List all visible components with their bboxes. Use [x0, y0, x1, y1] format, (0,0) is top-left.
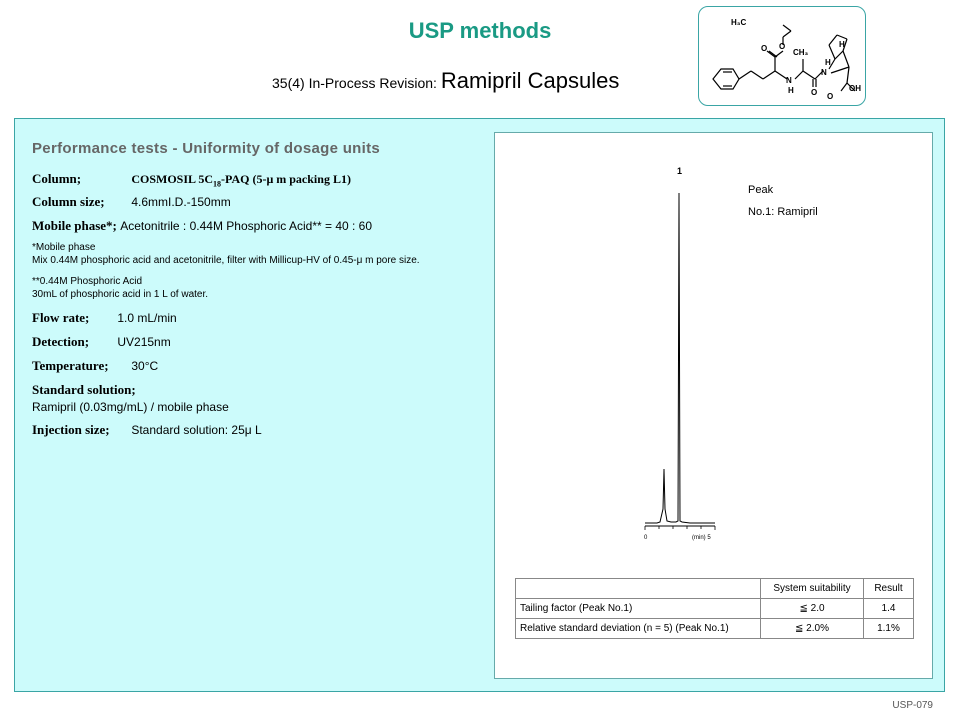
chromatogram-trace [645, 193, 715, 523]
footer-code: USP-079 [892, 700, 933, 711]
detection-row [32, 334, 171, 350]
table-header-empty [516, 579, 761, 599]
injection-size-label: Injection size; [32, 422, 110, 437]
chromatogram-plot [495, 133, 932, 553]
detection-value: UV215nm [117, 335, 171, 349]
time-axis-ticks [645, 526, 715, 530]
column-label: Column; [32, 171, 82, 186]
column-size-row [32, 194, 231, 210]
label-h3: H [825, 58, 831, 67]
detection-label: Detection; [32, 334, 90, 349]
label-n2: N [821, 68, 827, 77]
temperature-row [32, 358, 158, 374]
chemical-structure [698, 6, 866, 106]
temperature-value: 30°C [131, 359, 159, 373]
table-cell: Relative standard deviation (n = 5) (Peak No.1) [516, 619, 761, 639]
mobile-phase-note: *Mobile phase Mix 0.44M phosphoric acid and acetonitrile, filter with Millicup-HV of 0.45-μ m pore size. [32, 242, 420, 266]
table-cell: 1.1% [864, 619, 914, 639]
section-title: Performance tests - Uniformity of dosage units [32, 140, 381, 157]
axis-end-label: (min) 5 [692, 535, 711, 541]
system-suitability-table [515, 578, 914, 639]
table-row [516, 619, 914, 639]
table-header-row [516, 579, 914, 599]
page-subtitle [272, 68, 619, 94]
label-ch3: CH₃ [793, 48, 809, 57]
table-cell: Tailing factor (Peak No.1) [516, 599, 761, 619]
label-h1: H [788, 86, 794, 95]
column-value: COSMOSIL $5C_{18}$-PAQ (5-μ m packing L1) [131, 172, 351, 189]
peak-number-label: 1 [677, 166, 683, 176]
subtitle-prefix: 35(4) In-Process Revision: [272, 75, 441, 91]
standard-solution-row [32, 382, 229, 414]
page-title: USP methods [408, 18, 552, 43]
label-o1: O [761, 44, 768, 53]
flow-rate-label: Flow rate; [32, 310, 90, 325]
standard-solution-label: Standard solution; [32, 382, 136, 397]
flow-rate-row [32, 310, 177, 326]
table-row [516, 599, 914, 619]
axis-start-label: 0 [644, 535, 648, 541]
peak-heading: Peak [748, 184, 774, 196]
label-o4: O [827, 92, 834, 101]
label-h2: H [839, 40, 845, 49]
column-row [32, 171, 351, 188]
mobile-phase-value: Acetonitrile : 0.44M Phosphoric Acid** = 40 : 60 [120, 219, 373, 233]
table-cell: 1.4 [864, 599, 914, 619]
injection-size-value: Standard solution: 25μ L [131, 423, 262, 437]
table-cell: ≦ 2.0% [761, 619, 864, 639]
ramipril-structure-drawing [699, 7, 865, 105]
column-size-label: Column size; [32, 194, 105, 209]
injection-size-row [32, 422, 262, 438]
mobile-phase-row [32, 218, 372, 234]
method-panel [14, 118, 945, 692]
peak-description: No.1: Ramipril [748, 206, 818, 218]
table-header-result: Result [864, 579, 914, 599]
column-size-value: 4.6mmI.D.-150mm [131, 195, 231, 209]
label-o2: O [779, 42, 786, 51]
standard-solution-value: Ramipril (0.03mg/mL) / mobile phase [32, 400, 229, 414]
phosphoric-acid-note: **0.44M Phosphoric Acid 30mL of phosphoric acid in 1 L of water. [32, 276, 209, 300]
table-cell: ≦ 2.0 [761, 599, 864, 619]
label-oh: OH [849, 84, 861, 93]
mobile-phase-label: Mobile phase*; [32, 218, 117, 233]
product-name: Ramipril Capsules [440, 68, 620, 93]
label-o3: O [811, 88, 818, 97]
label-h3c: H₃C [731, 18, 747, 27]
chromatogram-box [494, 132, 933, 679]
temperature-label: Temperature; [32, 358, 109, 373]
label-n1: N [786, 76, 792, 85]
flow-rate-value: 1.0 mL/min [117, 311, 177, 325]
table-header-suitability: System suitability [761, 579, 864, 599]
